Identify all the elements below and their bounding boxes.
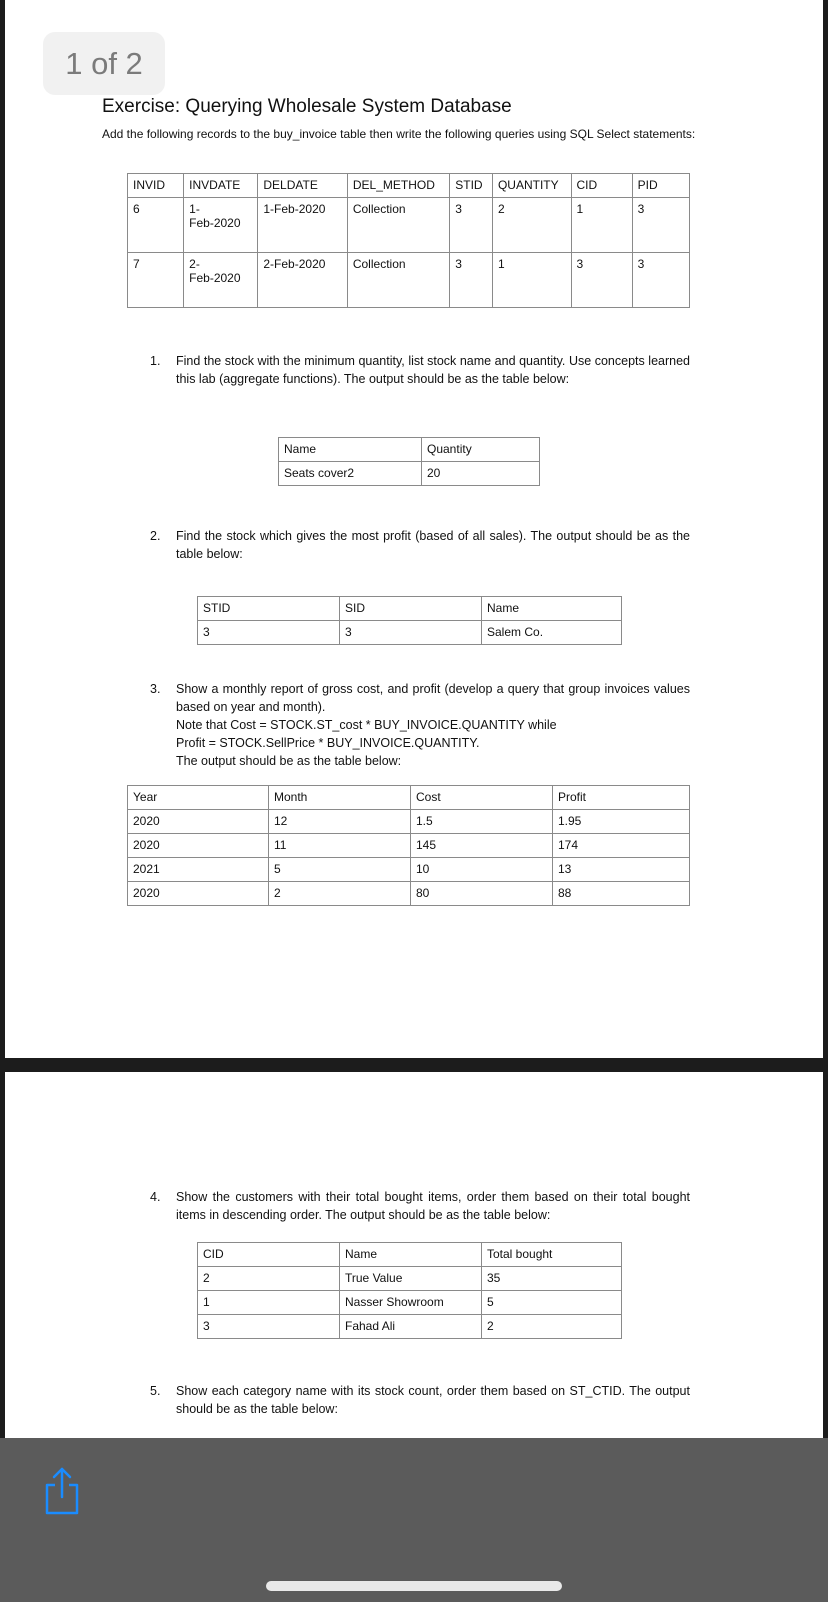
question-1 xyxy=(150,352,690,388)
document-page-2 xyxy=(5,1072,823,1438)
table-header-row xyxy=(128,174,690,198)
bottom-toolbar xyxy=(0,1438,828,1602)
table-cell: Fahad Ali xyxy=(340,1315,482,1339)
table-row xyxy=(198,1315,622,1339)
question-text: Show the customers with their total bought items, order them based on their total bought items in descending order. The output should be as the table below: xyxy=(176,1190,690,1222)
header-cell: Profit xyxy=(553,786,690,810)
header-cell: Month xyxy=(269,786,411,810)
table-cell: 1.5 xyxy=(411,810,553,834)
share-icon[interactable] xyxy=(44,1466,80,1521)
page-counter-badge: 1 of 2 xyxy=(43,32,165,95)
table-cell: 1 xyxy=(571,198,632,253)
table-cell: 1-Feb-2020 xyxy=(258,198,347,253)
header-cell: Year xyxy=(128,786,269,810)
question-5 xyxy=(150,1382,690,1418)
table-header-row xyxy=(198,597,622,621)
table-cell: 1.95 xyxy=(553,810,690,834)
table-cell: 2 xyxy=(269,882,411,906)
table-cell: 1 xyxy=(198,1291,340,1315)
header-cell: STID xyxy=(198,597,340,621)
table-cell: 3 xyxy=(198,1315,340,1339)
table-cell: 2 xyxy=(492,198,571,253)
question-text: Find the stock with the minimum quantity, list stock name and quantity. Use concepts learned this lab (aggregate functions). The output should be as the table below: xyxy=(176,354,690,386)
header-cell: Cost xyxy=(411,786,553,810)
table-cell: 2021 xyxy=(128,858,269,882)
question-number: 1. xyxy=(150,354,161,368)
table-row xyxy=(128,858,690,882)
table-cell: 2020 xyxy=(128,834,269,858)
table-cell: 2- Feb-2020 xyxy=(184,253,258,308)
table-cell: 11 xyxy=(269,834,411,858)
header-cell: STID xyxy=(450,174,493,198)
table-row xyxy=(128,882,690,906)
header-cell: DEL_METHOD xyxy=(347,174,449,198)
table-cell: 3 xyxy=(340,621,482,645)
table-row xyxy=(279,462,540,486)
table-cell: 3 xyxy=(571,253,632,308)
table-row xyxy=(198,1291,622,1315)
table-cell: 3 xyxy=(198,621,340,645)
table-cell: 3 xyxy=(632,253,689,308)
table-header-row xyxy=(198,1243,622,1267)
header-cell: CID xyxy=(571,174,632,198)
table-cell: Nasser Showroom xyxy=(340,1291,482,1315)
table-cell: 2 xyxy=(482,1315,622,1339)
table-cell: 13 xyxy=(553,858,690,882)
table-header-row xyxy=(128,786,690,810)
table-cell: 5 xyxy=(482,1291,622,1315)
q4-output-table xyxy=(197,1242,622,1339)
q3-output-table xyxy=(127,785,690,906)
question-2 xyxy=(150,527,690,563)
q2-output-table xyxy=(197,596,622,645)
table-cell: Collection xyxy=(347,198,449,253)
question-text: Show a monthly report of gross cost, and profit (develop a query that group invoices values based on year and month). xyxy=(176,682,690,714)
table-cell: 145 xyxy=(411,834,553,858)
q1-output-table xyxy=(278,437,540,486)
question-3 xyxy=(150,680,690,770)
table-cell: 5 xyxy=(269,858,411,882)
question-note: The output should be as the table below: xyxy=(176,754,402,768)
table-row xyxy=(128,834,690,858)
table-cell: 2-Feb-2020 xyxy=(258,253,347,308)
table-cell: 174 xyxy=(553,834,690,858)
table-cell: 35 xyxy=(482,1267,622,1291)
question-text: Show each category name with its stock count, order them based on ST_CTID. The output should be as the table below: xyxy=(176,1384,690,1416)
header-cell: Total bought xyxy=(482,1243,622,1267)
question-number: 4. xyxy=(150,1190,161,1204)
header-cell: Name xyxy=(482,597,622,621)
table-cell: 3 xyxy=(450,198,493,253)
table-cell: 2020 xyxy=(128,882,269,906)
document-page-1 xyxy=(5,0,823,1058)
table-row xyxy=(198,621,622,645)
invoice-table xyxy=(127,173,690,308)
table-cell: 3 xyxy=(632,198,689,253)
document-title: Exercise: Querying Wholesale System Database xyxy=(102,96,512,117)
table-cell: True Value xyxy=(340,1267,482,1291)
header-cell: Quantity xyxy=(422,438,540,462)
table-cell: Seats cover2 xyxy=(279,462,422,486)
table-row xyxy=(128,253,690,308)
question-number: 5. xyxy=(150,1384,161,1398)
question-note: Note that Cost = STOCK.ST_cost * BUY_INVOICE.QUANTITY while xyxy=(176,718,557,732)
header-cell: PID xyxy=(632,174,689,198)
table-cell: 6 xyxy=(128,198,184,253)
table-cell: 1- Feb-2020 xyxy=(184,198,258,253)
header-cell: QUANTITY xyxy=(492,174,571,198)
table-cell: Salem Co. xyxy=(482,621,622,645)
header-cell: Name xyxy=(340,1243,482,1267)
header-cell: CID xyxy=(198,1243,340,1267)
question-note: Profit = STOCK.SellPrice * BUY_INVOICE.QUANTITY. xyxy=(176,736,480,750)
header-cell: DELDATE xyxy=(258,174,347,198)
table-cell: 10 xyxy=(411,858,553,882)
table-cell: 7 xyxy=(128,253,184,308)
question-4 xyxy=(150,1188,690,1224)
question-number: 3. xyxy=(150,682,161,696)
table-cell: 80 xyxy=(411,882,553,906)
table-cell: 2020 xyxy=(128,810,269,834)
home-indicator[interactable] xyxy=(266,1581,562,1591)
table-cell: 3 xyxy=(450,253,493,308)
question-number: 2. xyxy=(150,529,161,543)
header-cell: INVID xyxy=(128,174,184,198)
table-cell: 2 xyxy=(198,1267,340,1291)
table-row xyxy=(128,810,690,834)
table-row xyxy=(198,1267,622,1291)
table-cell: Collection xyxy=(347,253,449,308)
table-cell: 20 xyxy=(422,462,540,486)
header-cell: Name xyxy=(279,438,422,462)
table-cell: 88 xyxy=(553,882,690,906)
table-cell: 12 xyxy=(269,810,411,834)
table-row xyxy=(128,198,690,253)
table-header-row xyxy=(279,438,540,462)
document-intro: Add the following records to the buy_invoice table then write the following queries using SQL Select statements: xyxy=(102,127,696,141)
question-text: Find the stock which gives the most profit (based of all sales). The output should be as the table below: xyxy=(176,529,690,561)
header-cell: SID xyxy=(340,597,482,621)
table-cell: 1 xyxy=(492,253,571,308)
header-cell: INVDATE xyxy=(184,174,258,198)
